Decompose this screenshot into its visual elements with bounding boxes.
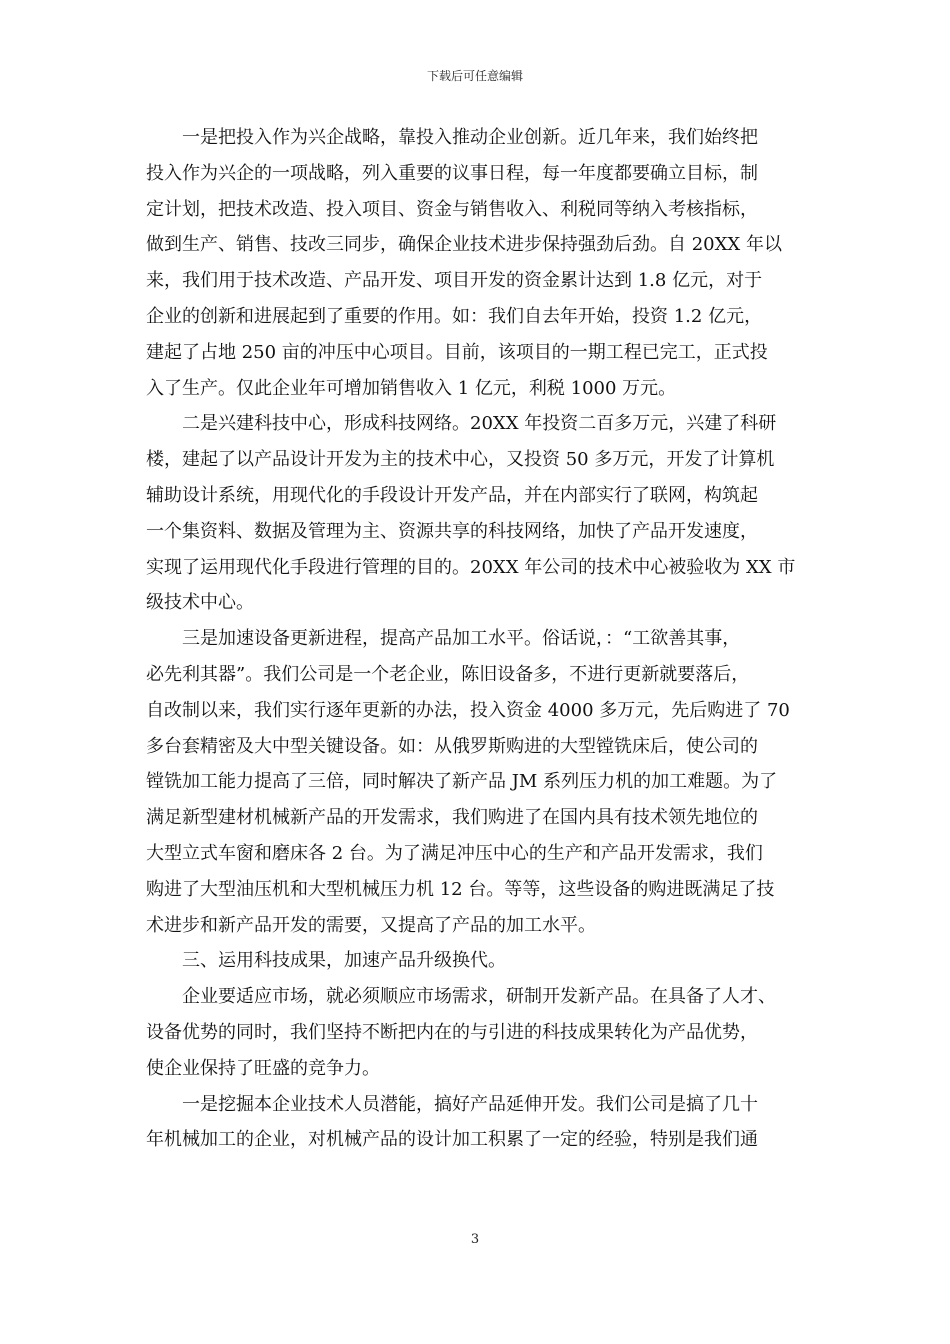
text-line: 多台套精密及大中型关键设备。如：从俄罗斯购进的大型镗铣床后，使公司的 <box>146 735 758 757</box>
text-line: 大型立式车窗和磨床各 2 台。为了满足冲压中心的生产和产品开发需求，我们 <box>146 842 763 864</box>
text-line: 实现了运用现代化手段进行管理的目的。20XX 年公司的技术中心被验收为 XX 市 <box>146 556 796 578</box>
text-line: 使企业保持了旺盛的竞争力。 <box>146 1057 380 1079</box>
text-line: 年机械加工的企业，对机械产品的设计加工积累了一定的经验，特别是我们通 <box>146 1129 758 1151</box>
text-line: 级技术中心。 <box>146 592 254 614</box>
text-line: 一是把投入作为兴企战略，靠投入推动企业创新。近几年来，我们始终把 <box>182 127 758 148</box>
text-line: 设备优势的同时，我们坚持不断把内在的与引进的科技成果转化为产品优势， <box>146 1021 758 1043</box>
paragraph <box>146 120 806 406</box>
text-line: 一是挖掘本企业技术人员潜能，搞好产品延伸开发。我们公司是搞了几十 <box>182 1093 758 1115</box>
paragraph <box>146 406 806 621</box>
text-line: 术进步和新产品开发的需要，又提高了产品的加工水平。 <box>146 914 596 936</box>
paragraph <box>146 979 806 1086</box>
text-line: 满足新型建材机械新产品的开发需求，我们购进了在国内具有技术领先地位的 <box>146 807 758 829</box>
document-body <box>146 120 806 1158</box>
paragraph <box>146 621 806 943</box>
text-line: 必先利其器”。我们公司是一个老企业，陈旧设备多，不进行更新就要落后， <box>146 663 750 685</box>
section-heading <box>146 943 806 979</box>
page-header-note: 下载后可任意编辑 <box>426 69 523 83</box>
text-line: 镗铣加工能力提高了三倍，同时解决了新产品 JM 系列压力机的加工难题。为了 <box>146 771 778 793</box>
text-line: 楼，建起了以产品设计开发为主的技术中心，又投资 50 多万元，开发了计算机 <box>146 449 775 471</box>
text-line: 投入作为兴企的一项战略，列入重要的议事日程，每一年度都要确立目标，制 <box>146 162 758 184</box>
page-number: 3 <box>470 1232 480 1247</box>
text-line: 入了生产。仅此企业年可增加销售收入 1 亿元，利税 1000 万元。 <box>146 377 677 399</box>
paragraph <box>146 1087 806 1159</box>
text-line: 三是加速设备更新进程，提高产品加工水平。俗话说，：“工欲善其事， <box>182 628 741 650</box>
text-line: 企业要适应市场，就必须顺应市场需求，研制开发新产品。在具备了人才、 <box>182 986 776 1008</box>
text-line: 二是兴建科技中心，形成科技网络。20XX 年投资二百多万元，兴建了科研 <box>182 413 777 435</box>
text-line: 建起了占地 250 亩的冲压中心项目。目前，该项目的一期工程已完工，正式投 <box>146 341 768 363</box>
text-line: 做到生产、销售、技改三同步，确保企业技术进步保持强劲后劲。自 20XX 年以 <box>146 234 782 256</box>
text-line: 购进了大型油压机和大型机械压力机 12 台。等等，这些设备的购进既满足了技 <box>146 878 775 900</box>
text-line: 一个集资料、数据及管理为主、资源共享的科技网络，加快了产品开发速度， <box>146 520 758 542</box>
text-line: 来，我们用于技术改造、产品开发、项目开发的资金累计达到 1.8 亿元，对于 <box>146 270 763 292</box>
text-line: 定计划，把技术改造、投入项目、资金与销售收入、利税同等纳入考核指标， <box>146 198 758 220</box>
text-line: 辅助设计系统，用现代化的手段设计开发产品，并在内部实行了联网，构筑起 <box>146 484 758 506</box>
text-line: 自改制以来，我们实行逐年更新的办法，投入资金 4000 多万元，先后购进了 70 <box>146 699 790 721</box>
text-line: 企业的创新和进展起到了重要的作用。如：我们自去年开始，投资 1.2 亿元， <box>146 305 763 327</box>
text-line: 三、运用科技成果，加速产品升级换代。 <box>182 950 506 972</box>
